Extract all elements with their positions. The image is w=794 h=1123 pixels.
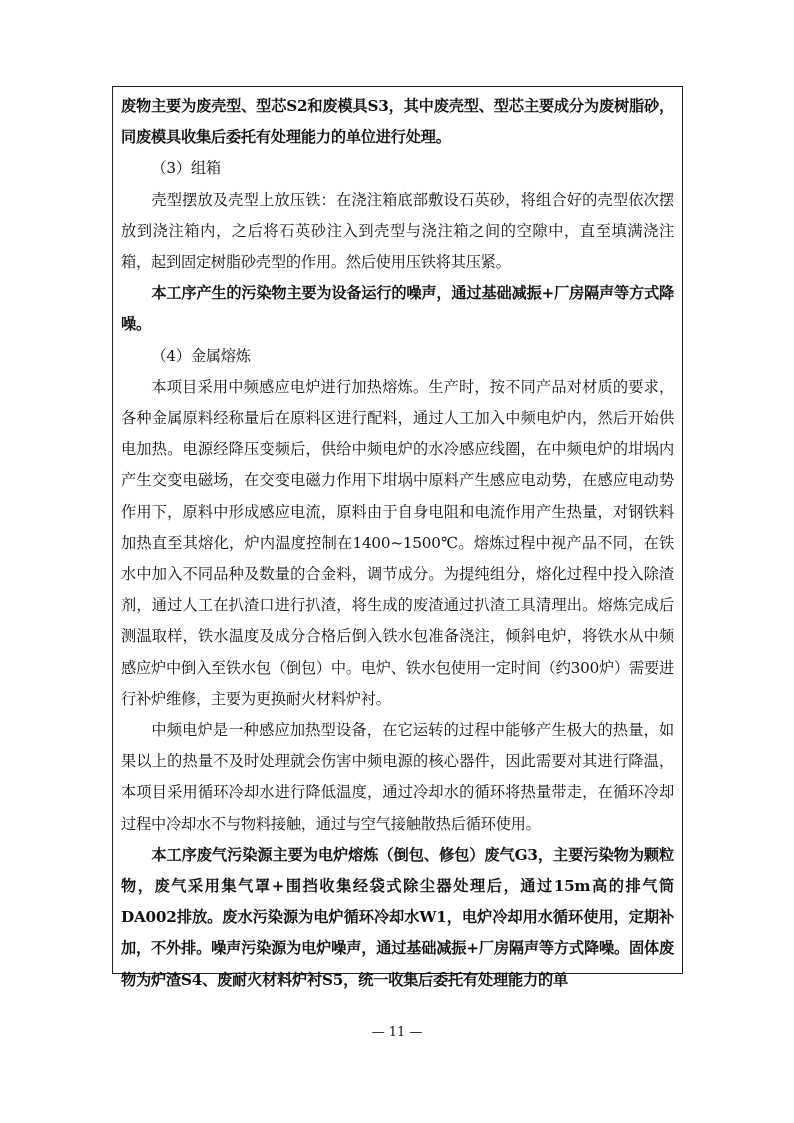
page-number: — 11 — [371, 1025, 423, 1040]
paragraph-smelting-process: 本项目采用中频感应电炉进行加热熔炼。生产时，按不同产品对材质的要求，各种金属原料经称量后在原料区进行配料，通过人工加入中频电炉内，然后开始供电加热。电源经降压变频后，供给中频电炉的水冷感应线圈，在中频电炉的坩埚内产生交变电磁场，在交变电磁力作用下坩埚中原料产生感应电动势，在感应电动势作用下，原料中形成感应电流，原料由于自身电阻和电流作用产生热量，对钢铁料加热直至其熔化，炉内温度控制在1400~1500℃。熔炼过程中视产品不同，在铁水中加入不同品种及数量的合金料，调节成分。为提纯组分，熔化过程中投入除渣剂，通过人工在扒渣口进行扒渣，将生成的废渣通过扒渣工具清理出。熔炼完成后测温取样，铁水温度及成分合格后倒入铁水包准备浇注，倾斜电炉，将铁水从中频感应炉中倒入至铁水包（倒包）中。电炉、铁水包使用一定时间（约300炉）需要进行补炉维修，主要为更换耐火材料炉衬。 [121, 377, 674, 708]
content-table-cell [112, 86, 683, 989]
paragraph-smelting-pollutants: 本工序废气污染源主要为电炉熔炼（倒包、修包）废气G3，主要污染物为颗粒物，废气采用集气罩+围挡收集经袋式除尘器处理后，通过15m高的排气筒DA002排放。废水污染源为电炉循环冷却水W1，电炉冷却用水循环使用，定期补加，不外排。噪声污染源为电炉噪声，通过基础减振+厂房隔声等方式降噪。固体废物为炉渣S4、废耐火材料炉衬S5，统一收集后委托有处理能力的单 [121, 845, 674, 989]
heading-assembly: （3）组箱 [151, 159, 221, 178]
paragraph-cooling: 中频电炉是一种感应加热型设备，在它运转的过程中能够产生极大的热量，如果以上的热量不及时处理就会伤害中频电源的核心器件，因此需要对其进行降温，本项目采用循环冷却水进行降低温度，通过冷却水的循环将热量带走，在循环冷却过程中冷却水不与物料接触，通过与空气接触散热后循环使用。 [121, 721, 674, 833]
paragraph-assembly-pollutants: 本工序产生的污染物主要为设备运行的噪声，通过基础减振+厂房隔声等方式降噪。 [121, 284, 674, 334]
paragraph-assembly: 壳型摆放及壳型上放压铁：在浇注箱底部敷设石英砂，将组合好的壳型依次摆放到浇注箱内，之后将石英砂注入到壳型与浇注箱之间的空隙中，直至填满浇注箱，起到固定树脂砂壳型的作用。然后使用压铁将其压紧。 [121, 190, 674, 272]
paragraph-waste-continuation: 废物主要为废壳型、型芯S2和废模具S3，其中废壳型、型芯主要成分为废树脂砂，同废模具收集后委托有处理能力的单位进行处理。 [121, 97, 674, 147]
heading-metal-smelting: （4）金属熔炼 [151, 346, 251, 365]
